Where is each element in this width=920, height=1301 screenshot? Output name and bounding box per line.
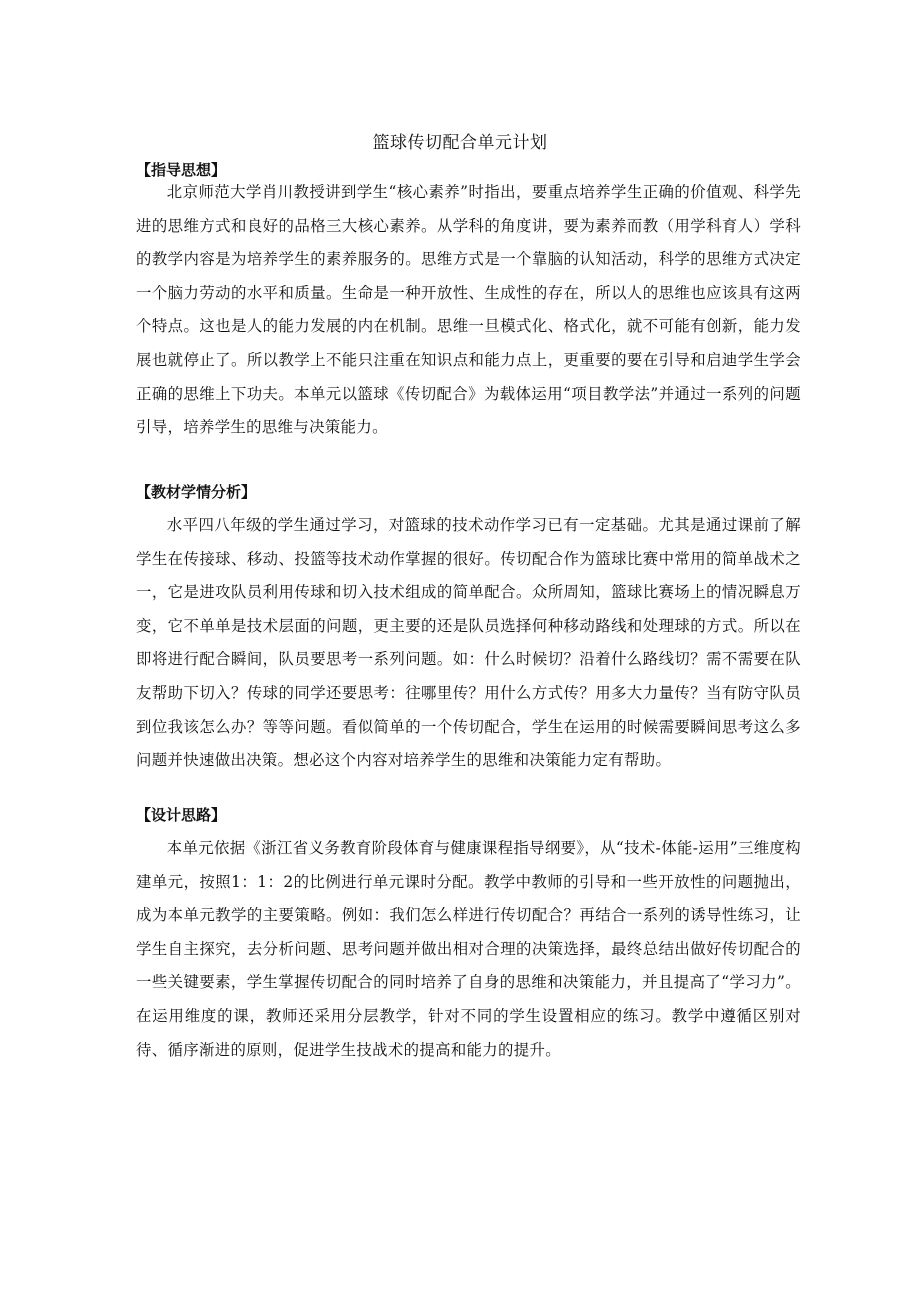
section-heading-material-analysis: 【教材学情分析】 bbox=[136, 483, 257, 501]
document-title: 篮球传切配合单元计划 bbox=[372, 133, 548, 153]
section-body-design-approach: 本单元依据《浙江省义务教育阶段体育与健康课程指导纲要》，从“技术-体能-运用”三维度构建单元，按照1：1：2的比例进行单元课时分配。教学中教师的引导和一些开放性的问题抛出，成为本单元教学的主要策略。例如：我们怎么样进行传切配合？再结合一系列的诱导性练习，让学生自主探究，去分析问题、思考问题并做出相对合理的决策选择，最终总结出做好传切配合的一些关键要素，学生掌握传切配合的同时培养了自身的思维和决策能力，并且提高了“学习力”。在运用维度的课，教师还采用分层教学，针对不同的学生设置相应的练习。教学中遵循区别对待、循序渐进的原则，促进学生技战术的提高和能力的提升。 bbox=[136, 839, 801, 1059]
section-heading-guiding-ideology: 【指导思想】 bbox=[136, 161, 227, 179]
section-body-material-analysis: 水平四八年级的学生通过学习，对篮球的技术动作学习已有一定基础。尤其是通过课前了解学生在传接球、移动、投篮等技术动作掌握的很好。传切配合作为篮球比赛中常用的简单战术之一，它是进攻队员利用传球和切入技术组成的简单配合。众所周知，篮球比赛场上的情况瞬息万变，它不单单是技术层面的问题，更主要的还是队员选择何种移动路线和处理球的方式。所以在即将进行配合瞬间，队员要思考一系列问题。如：什么时候切？沿着什么路线切？需不需要在队友帮助下切入？传球的同学还要思考：往哪里传？用什么方式传？用多大力量传？当有防守队员到位我该怎么办？等等问题。看似简单的一个传切配合，学生在运用的时候需要瞬间思考这么多问题并快速做出决策。想必这个内容对培养学生的思维和决策能力定有帮助。 bbox=[136, 516, 801, 770]
section-body-guiding-ideology: 北京师范大学肖川教授讲到学生“核心素养”时指出，要重点培养学生正确的价值观、科学先进的思维方式和良好的品格三大核心素养。从学科的角度讲，要为素养而教（用学科育人）学科的教学内容是为培养学生的素养服务的。思维方式是一个靠脑的认知活动，科学的思维方式决定一个脑力劳动的水平和质量。生命是一种开放性、生成性的存在，所以人的思维也应该具有这两个特点。这也是人的能力发展的内在机制。思维一旦模式化、格式化，就不可能有创新，能力发展也就停止了。所以教学上不能只注重在知识点和能力点上，更重要的要在引导和启迪学生学会正确的思维上下功夫。本单元以篮球《传切配合》为载体运用“项目教学法”并通过一系列的问题引导，培养学生的思维与决策能力。 bbox=[136, 183, 801, 437]
section-heading-design-approach: 【设计思路】 bbox=[136, 806, 227, 824]
